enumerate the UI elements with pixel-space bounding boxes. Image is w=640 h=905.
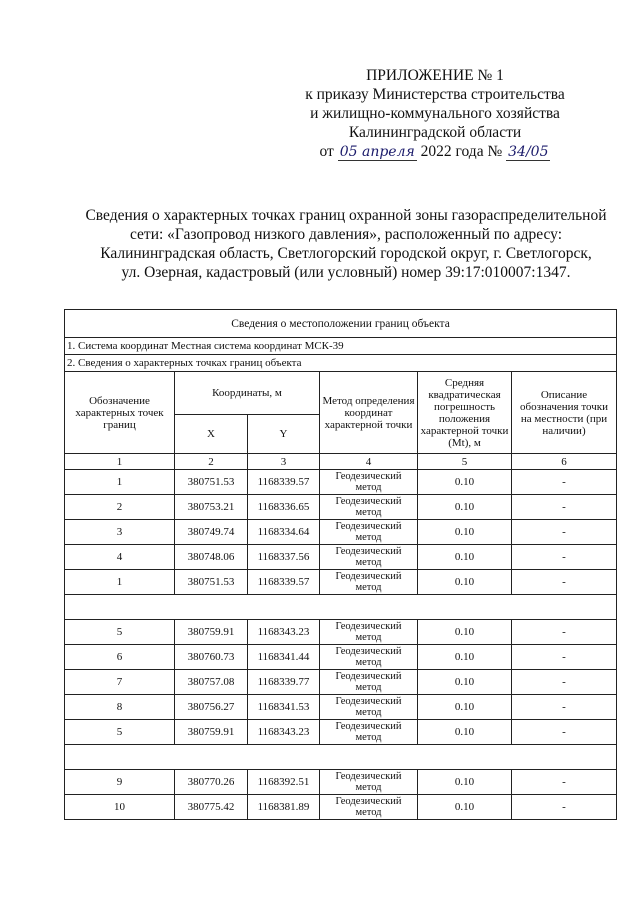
- table-row: [65, 695, 617, 720]
- point-id-cell: 5: [65, 620, 175, 645]
- description-cell: -: [512, 620, 617, 645]
- table-row: [65, 770, 617, 795]
- col-number: 3: [248, 454, 320, 470]
- error-cell: 0.10: [418, 570, 512, 595]
- header-x: X: [175, 415, 248, 454]
- table-row: [65, 670, 617, 695]
- table-row: [65, 795, 617, 820]
- method-cell: Геодезический метод: [320, 620, 418, 645]
- point-id-cell: 9: [65, 770, 175, 795]
- points-info-row: 2. Сведения о характерных точках границ объекта: [65, 355, 617, 372]
- method-cell: Геодезический метод: [320, 645, 418, 670]
- x-coordinate-cell: 380756.27: [175, 695, 248, 720]
- heading-line-3: Калининградская область, Светлогорский городской округ, г. Светлогорск,: [100, 245, 592, 262]
- date-prefix: от: [319, 143, 334, 160]
- header-error: Средняя квадратическая погрешность положения характерной точки (Mt), м: [418, 372, 512, 454]
- method-cell: Геодезический метод: [320, 695, 418, 720]
- y-coordinate-cell: 1168381.89: [248, 795, 320, 820]
- point-id-cell: 3: [65, 520, 175, 545]
- description-cell: -: [512, 570, 617, 595]
- y-coordinate-cell: 1168339.57: [248, 470, 320, 495]
- y-coordinate-cell: 1168341.44: [248, 645, 320, 670]
- order-line-3: Калининградской области: [348, 124, 522, 141]
- col-number: 5: [418, 454, 512, 470]
- point-id-cell: 2: [65, 495, 175, 520]
- description-cell: -: [512, 645, 617, 670]
- header-coordinates: Координаты, м: [175, 372, 320, 415]
- x-coordinate-cell: 380753.21: [175, 495, 248, 520]
- method-cell: Геодезический метод: [320, 795, 418, 820]
- document-heading: [60, 206, 632, 282]
- y-coordinate-cell: 1168339.77: [248, 670, 320, 695]
- point-id-cell: 1: [65, 570, 175, 595]
- point-id-cell: 6: [65, 645, 175, 670]
- y-coordinate-cell: 1168337.56: [248, 545, 320, 570]
- y-coordinate-cell: 1168392.51: [248, 770, 320, 795]
- point-id-cell: 8: [65, 695, 175, 720]
- error-cell: 0.10: [418, 795, 512, 820]
- description-cell: -: [512, 720, 617, 745]
- table-row: [65, 620, 617, 645]
- appendix-title: ПРИЛОЖЕНИЕ № 1: [366, 67, 504, 84]
- x-coordinate-cell: 380770.26: [175, 770, 248, 795]
- table-row: [65, 545, 617, 570]
- description-cell: -: [512, 520, 617, 545]
- table-title: Сведения о местоположении границ объекта: [65, 310, 617, 338]
- x-coordinate-cell: 380749.74: [175, 520, 248, 545]
- y-coordinate-cell: 1168336.65: [248, 495, 320, 520]
- date-mid: 2022 года №: [420, 143, 503, 160]
- description-cell: -: [512, 670, 617, 695]
- table-row: [65, 570, 617, 595]
- description-cell: -: [512, 495, 617, 520]
- order-line-2: и жилищно-коммунального хозяйства: [310, 105, 560, 122]
- x-coordinate-cell: 380760.73: [175, 645, 248, 670]
- y-coordinate-cell: 1168341.53: [248, 695, 320, 720]
- method-cell: Геодезический метод: [320, 520, 418, 545]
- error-cell: 0.10: [418, 520, 512, 545]
- col-number: 1: [65, 454, 175, 470]
- header-description: Описание обозначения точки на местности (при наличии): [512, 372, 617, 454]
- point-id-cell: 5: [65, 720, 175, 745]
- table-row: [65, 645, 617, 670]
- error-cell: 0.10: [418, 545, 512, 570]
- error-cell: 0.10: [418, 495, 512, 520]
- group-separator-cell: [65, 595, 617, 620]
- method-cell: Геодезический метод: [320, 670, 418, 695]
- y-coordinate-cell: 1168339.57: [248, 570, 320, 595]
- y-coordinate-cell: 1168334.64: [248, 520, 320, 545]
- y-coordinate-cell: 1168343.23: [248, 620, 320, 645]
- description-cell: -: [512, 770, 617, 795]
- handwritten-number: 34/05: [508, 144, 549, 160]
- point-id-cell: 1: [65, 470, 175, 495]
- error-cell: 0.10: [418, 670, 512, 695]
- point-id-cell: 7: [65, 670, 175, 695]
- description-cell: -: [512, 470, 617, 495]
- description-cell: -: [512, 545, 617, 570]
- appendix-header: [280, 66, 590, 161]
- table-row: [65, 520, 617, 545]
- header-y: Y: [248, 415, 320, 454]
- error-cell: 0.10: [418, 645, 512, 670]
- col-number: 6: [512, 454, 617, 470]
- header-method: Метод определения координат характерной точки: [320, 372, 418, 454]
- table-row: [65, 470, 617, 495]
- col-number: 4: [320, 454, 418, 470]
- boundary-points-table: [64, 309, 617, 820]
- x-coordinate-cell: 380748.06: [175, 545, 248, 570]
- table-row: [65, 720, 617, 745]
- heading-line-2: сети: «Газопровод низкого давления», расположенный по адресу:: [129, 226, 562, 243]
- method-cell: Геодезический метод: [320, 545, 418, 570]
- description-cell: -: [512, 795, 617, 820]
- x-coordinate-cell: 380751.53: [175, 570, 248, 595]
- col-number: 2: [175, 454, 248, 470]
- coordinate-system-row: 1. Система координат Местная система координат МСК-39: [65, 338, 617, 355]
- heading-line-1: Сведения о характерных точках границ охранной зоны газораспределительной: [85, 207, 607, 224]
- error-cell: 0.10: [418, 620, 512, 645]
- method-cell: Геодезический метод: [320, 470, 418, 495]
- point-id-cell: 4: [65, 545, 175, 570]
- order-line-1: к приказу Министерства строительства: [305, 86, 565, 103]
- group-separator-row: [65, 745, 617, 770]
- error-cell: 0.10: [418, 695, 512, 720]
- x-coordinate-cell: 380775.42: [175, 795, 248, 820]
- heading-line-4: ул. Озерная, кадастровый (или условный) номер 39:17:010007:1347.: [121, 264, 571, 281]
- error-cell: 0.10: [418, 770, 512, 795]
- error-cell: 0.10: [418, 470, 512, 495]
- table-row: [65, 495, 617, 520]
- point-id-cell: 10: [65, 795, 175, 820]
- order-date-line: [280, 142, 590, 161]
- x-coordinate-cell: 380759.91: [175, 720, 248, 745]
- group-separator-row: [65, 595, 617, 620]
- x-coordinate-cell: 380759.91: [175, 620, 248, 645]
- header-designation: Обозначение характерных точек границ: [65, 372, 175, 454]
- method-cell: Геодезический метод: [320, 570, 418, 595]
- description-cell: -: [512, 695, 617, 720]
- method-cell: Геодезический метод: [320, 770, 418, 795]
- handwritten-date: 05 апреля: [339, 144, 415, 160]
- x-coordinate-cell: 380757.08: [175, 670, 248, 695]
- group-separator-cell: [65, 745, 617, 770]
- method-cell: Геодезический метод: [320, 720, 418, 745]
- method-cell: Геодезический метод: [320, 495, 418, 520]
- x-coordinate-cell: 380751.53: [175, 470, 248, 495]
- y-coordinate-cell: 1168343.23: [248, 720, 320, 745]
- error-cell: 0.10: [418, 720, 512, 745]
